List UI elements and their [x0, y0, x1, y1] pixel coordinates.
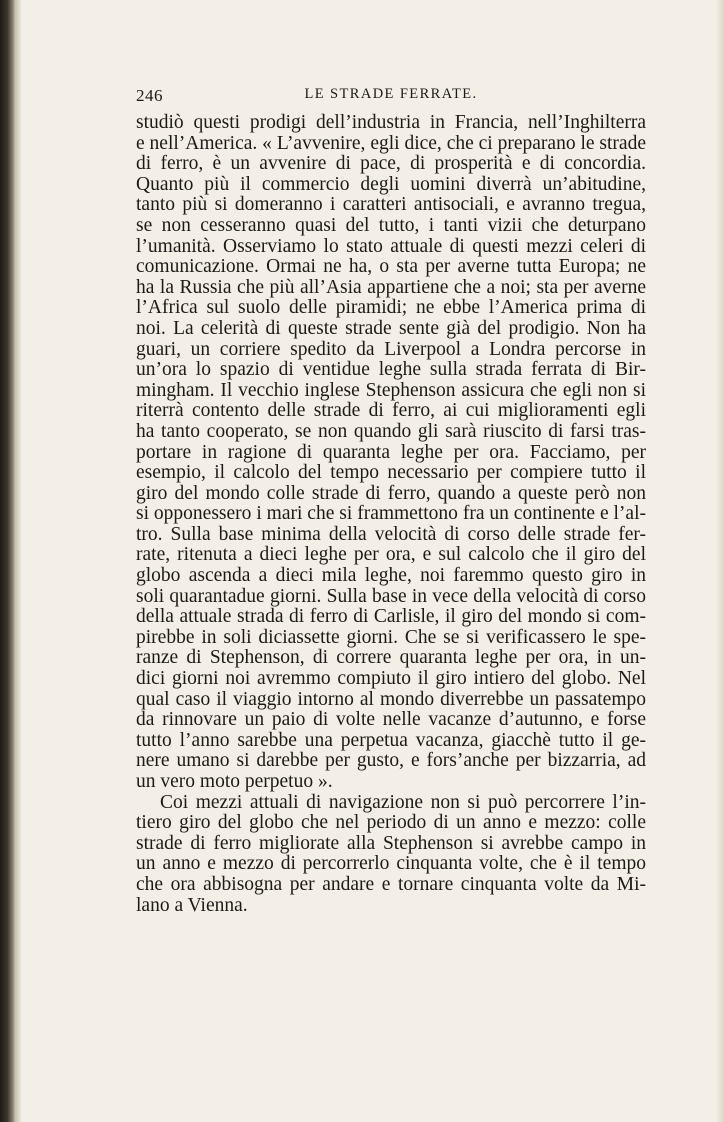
body-text — [136, 113, 646, 916]
text-line: se non cesseranno quasi del tutto, i tanti vizii che deturpano — [136, 214, 646, 236]
page-edge — [716, 0, 724, 1122]
text-line: di ferro, è un avvenire di pace, di prosperità e di concordia. — [136, 153, 646, 175]
text-line: tutto l’anno sarebbe una perpetua vacanza, giacchè tutto il ge- — [136, 729, 646, 751]
text-line: mingham. Il vecchio inglese Stephenson assicura che egli non si — [136, 379, 646, 401]
page-number: 246 — [136, 86, 163, 105]
text-line: tiero giro del globo che nel periodo di un anno e mezzo: colle — [136, 812, 646, 834]
text-line: lano a Vienna. — [136, 894, 248, 916]
paragraph-2 — [136, 793, 646, 917]
text-line: guari, un corriere spedito da Liverpool a Londra percorse in — [136, 338, 646, 360]
page-header — [136, 86, 646, 112]
text-line: strade di ferro migliorate alla Stephenson si avrebbe campo in — [136, 832, 646, 854]
text-line: nere umano si darebbe per gusto, e fors’anche per bizzarria, ad — [136, 750, 646, 772]
text-line: qual caso il viaggio intorno al mondo diverrebbe un passatempo — [136, 688, 646, 710]
text-line: riterrà contento delle strade di ferro, ai cui miglioramenti egli — [136, 400, 646, 422]
running-head: LE STRADE FERRATE. — [304, 86, 478, 102]
text-line: tanto più si domeranno i caratteri antisociali, e avranno tregua, — [136, 194, 646, 216]
text-line: Quanto più il commercio degli uomini diverrà un’abitudine, — [136, 173, 646, 195]
paragraph-1 — [136, 113, 646, 793]
text-line: un’ora lo spazio di ventidue leghe sulla strada ferrata di Bir- — [136, 359, 646, 381]
text-line: da rinnovare un paio di volte nelle vacanze d’autunno, e forse — [136, 709, 646, 731]
text-line: della attuale strada di ferro di Carlisle, il giro del mondo si com- — [136, 606, 646, 628]
text-line: ranze di Stephenson, di correre quaranta leghe per ora, in un- — [136, 647, 646, 669]
text-line: tro. Sulla base minima della velocità di corso delle strade fer- — [136, 523, 646, 545]
text-line: studiò questi prodigi dell’industria in Francia, nell’Inghilterra — [136, 112, 646, 133]
text-line: ha la Russia che più all’Asia appartiene che a noi; sta per averne — [136, 276, 646, 298]
text-line: un anno e mezzo di percorrerlo cinquanta volte, che è il tempo — [136, 853, 646, 875]
text-line: globo ascenda a dieci mila leghe, noi faremmo questo giro in — [136, 565, 646, 587]
text-line: rate, ritenuta a dieci leghe per ora, e sul calcolo che il giro del — [136, 544, 646, 566]
text-line: pirebbe in soli diciassette giorni. Che se si verificassero le spe- — [136, 626, 646, 648]
text-line: che ora abbisogna per andare e tornare cinquanta volte da Mi- — [136, 873, 646, 895]
text-line: si opponessero i mari che si frammettono fra un continente e l’al- — [136, 503, 646, 525]
text-line: portare in ragione di quaranta leghe per ora. Facciamo, per — [136, 441, 646, 463]
text-line: giro del mondo colle strade di ferro, quando a queste però non — [136, 482, 646, 504]
text-line: esempio, il calcolo del tempo necessario per compiere tutto il — [136, 462, 646, 484]
text-line: ha tanto cooperato, se non quando gli sarà riuscito di farsi tras- — [136, 420, 646, 442]
book-binding-shadow — [0, 0, 16, 1122]
text-line: Coi mezzi attuali di navigazione non si può percorrere l’in- — [160, 791, 646, 813]
text-line: dici giorni noi avremmo compiuto il giro intiero del globo. Nel — [136, 668, 646, 690]
text-line: noi. La celerità di queste strade sente già del prodigio. Non ha — [136, 317, 646, 339]
text-line: e nell’America. « L’avvenire, egli dice, che ci preparano le strade — [136, 132, 646, 154]
text-line: soli quarantadue giorni. Sulla base in vece della velocità di corso — [136, 585, 646, 607]
text-line: l’umanità. Osserviamo lo stato attuale di questi mezzi celeri di — [136, 235, 646, 257]
binding-gutter — [16, 0, 22, 1122]
text-line: un vero moto perpetuo ». — [136, 771, 333, 792]
text-line: l’Africa sul suolo delle piramidi; ne ebbe l’America prima di — [136, 297, 646, 319]
text-line: comunicazione. Ormai ne ha, o sta per averne tutta Europa; ne — [136, 256, 646, 278]
